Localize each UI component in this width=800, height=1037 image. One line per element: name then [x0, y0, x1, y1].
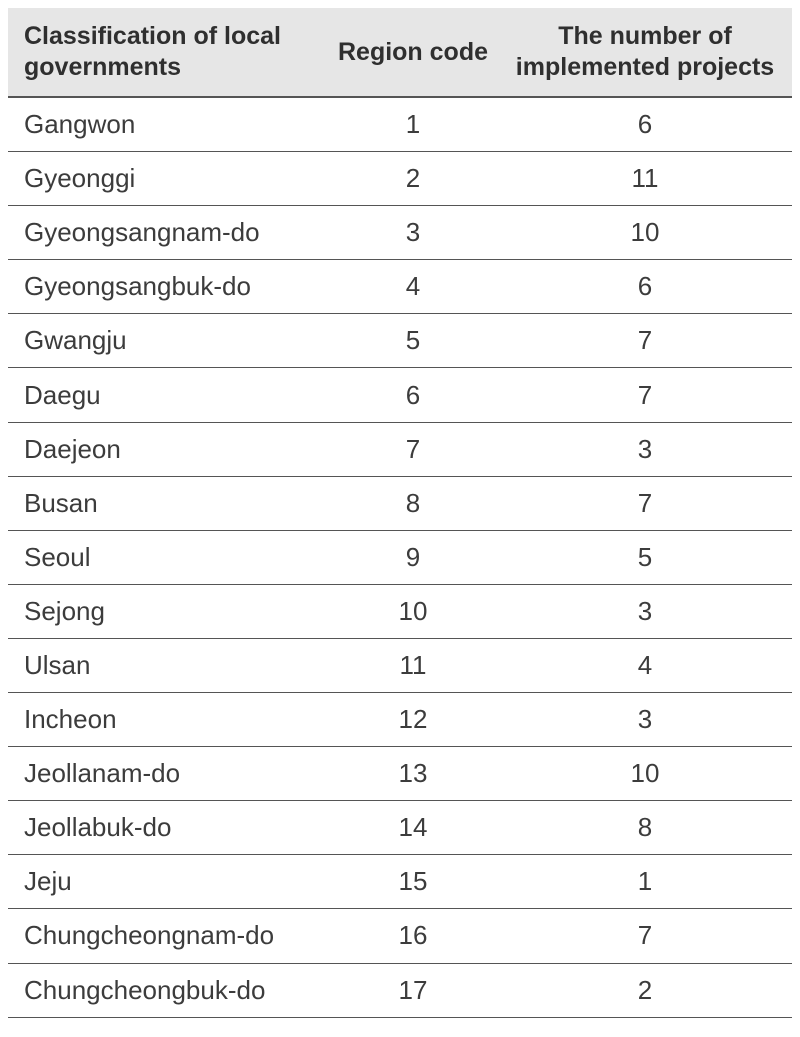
cell-local-government: Jeju [8, 855, 328, 909]
cell-region-code: 6 [328, 368, 498, 422]
cell-local-government: Chungcheongbuk-do [8, 963, 328, 1017]
cell-local-government: Jeollabuk-do [8, 801, 328, 855]
table-row [8, 638, 792, 692]
cell-region-code: 2 [328, 152, 498, 206]
cell-region-code: 14 [328, 801, 498, 855]
cell-local-government: Gangwon [8, 97, 328, 152]
table-row [8, 801, 792, 855]
cell-region-code: 5 [328, 314, 498, 368]
cell-region-code: 3 [328, 206, 498, 260]
cell-local-government: Sejong [8, 584, 328, 638]
cell-implemented-projects: 5 [498, 530, 792, 584]
table-row [8, 152, 792, 206]
table-row [8, 909, 792, 963]
cell-region-code: 10 [328, 584, 498, 638]
cell-local-government: Daejeon [8, 422, 328, 476]
cell-implemented-projects: 2 [498, 963, 792, 1017]
cell-local-government: Chungcheongnam-do [8, 909, 328, 963]
cell-region-code: 16 [328, 909, 498, 963]
table-row [8, 97, 792, 152]
cell-implemented-projects: 3 [498, 693, 792, 747]
cell-implemented-projects: 10 [498, 206, 792, 260]
table-row [8, 855, 792, 909]
header-region-code: Region code [328, 8, 498, 97]
table-row [8, 368, 792, 422]
cell-implemented-projects: 3 [498, 422, 792, 476]
cell-implemented-projects: 11 [498, 152, 792, 206]
projects-table-container [8, 8, 792, 1018]
cell-local-government: Incheon [8, 693, 328, 747]
table-row [8, 963, 792, 1017]
cell-local-government: Busan [8, 476, 328, 530]
cell-region-code: 4 [328, 260, 498, 314]
cell-region-code: 7 [328, 422, 498, 476]
cell-region-code: 8 [328, 476, 498, 530]
table-row [8, 476, 792, 530]
cell-local-government: Ulsan [8, 638, 328, 692]
cell-implemented-projects: 1 [498, 855, 792, 909]
cell-local-government: Gwangju [8, 314, 328, 368]
cell-implemented-projects: 6 [498, 97, 792, 152]
cell-implemented-projects: 10 [498, 747, 792, 801]
cell-local-government: Gyeongsangbuk-do [8, 260, 328, 314]
cell-local-government: Jeollanam-do [8, 747, 328, 801]
table-body [8, 97, 792, 1017]
header-row [8, 8, 792, 97]
header-classification: Classification of local governments [8, 8, 328, 97]
cell-implemented-projects: 6 [498, 260, 792, 314]
cell-local-government: Daegu [8, 368, 328, 422]
cell-region-code: 11 [328, 638, 498, 692]
cell-implemented-projects: 8 [498, 801, 792, 855]
table-row [8, 260, 792, 314]
cell-region-code: 12 [328, 693, 498, 747]
cell-implemented-projects: 7 [498, 368, 792, 422]
table-row [8, 206, 792, 260]
cell-region-code: 17 [328, 963, 498, 1017]
cell-implemented-projects: 7 [498, 909, 792, 963]
cell-local-government: Gyeonggi [8, 152, 328, 206]
table-row [8, 693, 792, 747]
cell-implemented-projects: 4 [498, 638, 792, 692]
table-row [8, 530, 792, 584]
cell-implemented-projects: 7 [498, 314, 792, 368]
cell-implemented-projects: 3 [498, 584, 792, 638]
cell-implemented-projects: 7 [498, 476, 792, 530]
cell-region-code: 15 [328, 855, 498, 909]
projects-table [8, 8, 792, 1018]
table-header [8, 8, 792, 97]
table-row [8, 584, 792, 638]
cell-region-code: 9 [328, 530, 498, 584]
cell-region-code: 13 [328, 747, 498, 801]
cell-local-government: Gyeongsangnam-do [8, 206, 328, 260]
table-row [8, 314, 792, 368]
cell-region-code: 1 [328, 97, 498, 152]
header-implemented-projects: The number of implemented projects [498, 8, 792, 97]
cell-local-government: Seoul [8, 530, 328, 584]
table-row [8, 422, 792, 476]
table-row [8, 747, 792, 801]
